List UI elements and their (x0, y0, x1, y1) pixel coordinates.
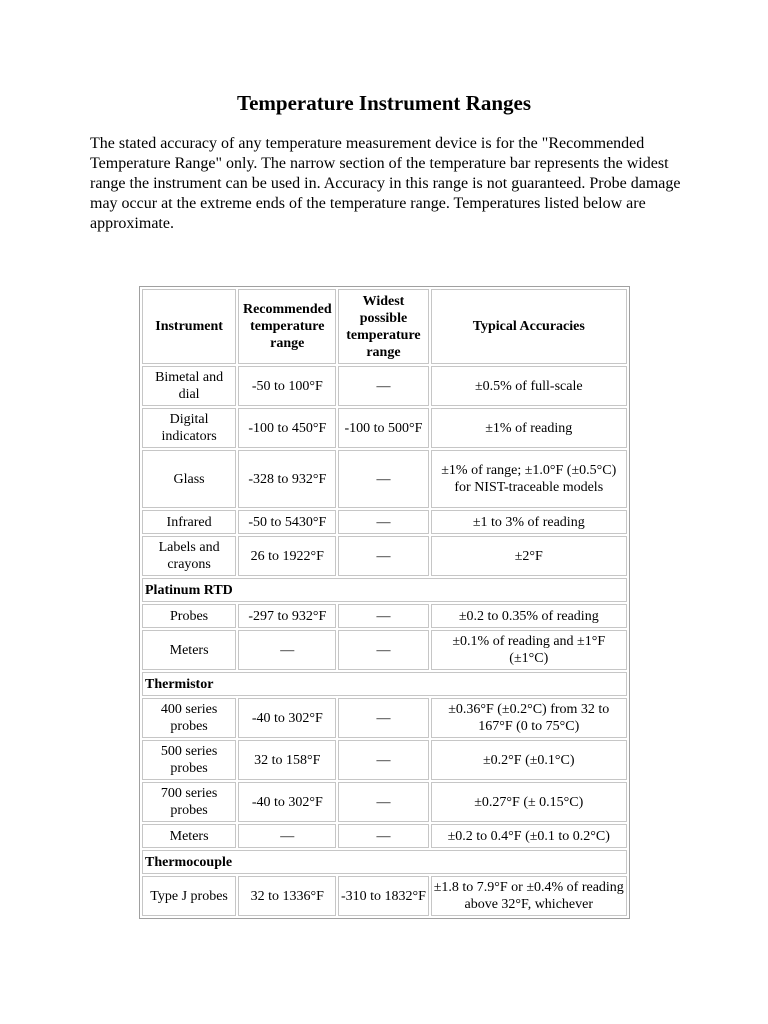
cell-accuracy: ±0.2 to 0.35% of reading (431, 604, 627, 628)
cell-widest: -100 to 500°F (338, 408, 428, 448)
cell-widest: — (338, 698, 428, 738)
cell-recommended: -40 to 302°F (238, 698, 336, 738)
cell-instrument: Meters (142, 824, 236, 848)
table-row (142, 408, 627, 448)
header-widest-range: Widest possible temperature range (338, 289, 428, 364)
cell-accuracy: ±0.5% of full-scale (431, 366, 627, 406)
table-row (142, 450, 627, 508)
cell-instrument: Bimetal and dial (142, 366, 236, 406)
cell-recommended: -40 to 302°F (238, 782, 336, 822)
cell-accuracy: ±0.27°F (± 0.15°C) (431, 782, 627, 822)
cell-widest: — (338, 604, 428, 628)
section-row-thermistor (142, 672, 627, 696)
cell-widest: — (338, 536, 428, 576)
cell-recommended: — (238, 824, 336, 848)
cell-recommended: -297 to 932°F (238, 604, 336, 628)
header-typical-accuracies: Typical Accuracies (431, 289, 627, 364)
table-row (142, 510, 627, 534)
table-header-row (142, 289, 627, 364)
table-row (142, 536, 627, 576)
section-row-thermocouple (142, 850, 627, 874)
section-heading: Thermistor (142, 672, 627, 696)
cell-instrument: 700 series probes (142, 782, 236, 822)
cell-recommended: -50 to 5430°F (238, 510, 336, 534)
cell-recommended: -328 to 932°F (238, 450, 336, 508)
cell-instrument: 400 series probes (142, 698, 236, 738)
header-recommended-range: Recommended temperature range (238, 289, 336, 364)
cell-accuracy: ±1% of reading (431, 408, 627, 448)
cell-accuracy: ±1% of range; ±1.0°F (±0.5°C) for NIST-traceable models (431, 450, 627, 508)
section-row-platinum (142, 578, 627, 602)
cell-widest: — (338, 366, 428, 406)
table-row (142, 366, 627, 406)
cell-instrument: Labels and crayons (142, 536, 236, 576)
cell-widest: -310 to 1832°F (338, 876, 428, 916)
page-title: Temperature Instrument Ranges (237, 91, 531, 115)
cell-instrument: Type J probes (142, 876, 236, 916)
cell-accuracy: ±0.2 to 0.4°F (±0.1 to 0.2°C) (431, 824, 627, 848)
cell-widest: — (338, 782, 428, 822)
cell-instrument: Digital indicators (142, 408, 236, 448)
header-instrument: Instrument (142, 289, 236, 364)
cell-accuracy: ±1.8 to 7.9°F or ±0.4% of reading above 32°F, whichever (431, 876, 627, 916)
cell-recommended: -100 to 450°F (238, 408, 336, 448)
section-heading: Thermocouple (142, 850, 627, 874)
cell-instrument: Glass (142, 450, 236, 508)
section-heading: Platinum RTD (142, 578, 627, 602)
cell-accuracy: ±0.1% of reading and ±1°F (±1°C) (431, 630, 627, 670)
cell-accuracy: ±0.36°F (±0.2°C) from 32 to 167°F (0 to 75°C) (431, 698, 627, 738)
cell-recommended: 26 to 1922°F (238, 536, 336, 576)
table-row (142, 630, 627, 670)
intro-paragraph: The stated accuracy of any temperature measurement device is for the "Recommended Temperature Range" only. The narrow section of the temperature bar represents the widest range the instrument can be used in. Accuracy in this range is not guaranteed. Probe damage may occur at the extreme ends of the temperature range. Temperatures listed below are approximate. (90, 135, 681, 232)
cell-instrument: 500 series probes (142, 740, 236, 780)
cell-instrument: Infrared (142, 510, 236, 534)
cell-widest: — (338, 824, 428, 848)
cell-recommended: 32 to 158°F (238, 740, 336, 780)
instrument-ranges-table (139, 286, 630, 919)
cell-instrument: Meters (142, 630, 236, 670)
cell-instrument: Probes (142, 604, 236, 628)
cell-widest: — (338, 630, 428, 670)
cell-accuracy: ±2°F (431, 536, 627, 576)
cell-accuracy: ±1 to 3% of reading (431, 510, 627, 534)
cell-accuracy: ±0.2°F (±0.1°C) (431, 740, 627, 780)
table-row (142, 876, 627, 916)
cell-recommended: — (238, 630, 336, 670)
cell-recommended: 32 to 1336°F (238, 876, 336, 916)
table-row (142, 782, 627, 822)
table-row (142, 824, 627, 848)
table-row (142, 604, 627, 628)
cell-widest: — (338, 450, 428, 508)
cell-recommended: -50 to 100°F (238, 366, 336, 406)
table-row (142, 740, 627, 780)
table-row (142, 698, 627, 738)
cell-widest: — (338, 740, 428, 780)
cell-widest: — (338, 510, 428, 534)
